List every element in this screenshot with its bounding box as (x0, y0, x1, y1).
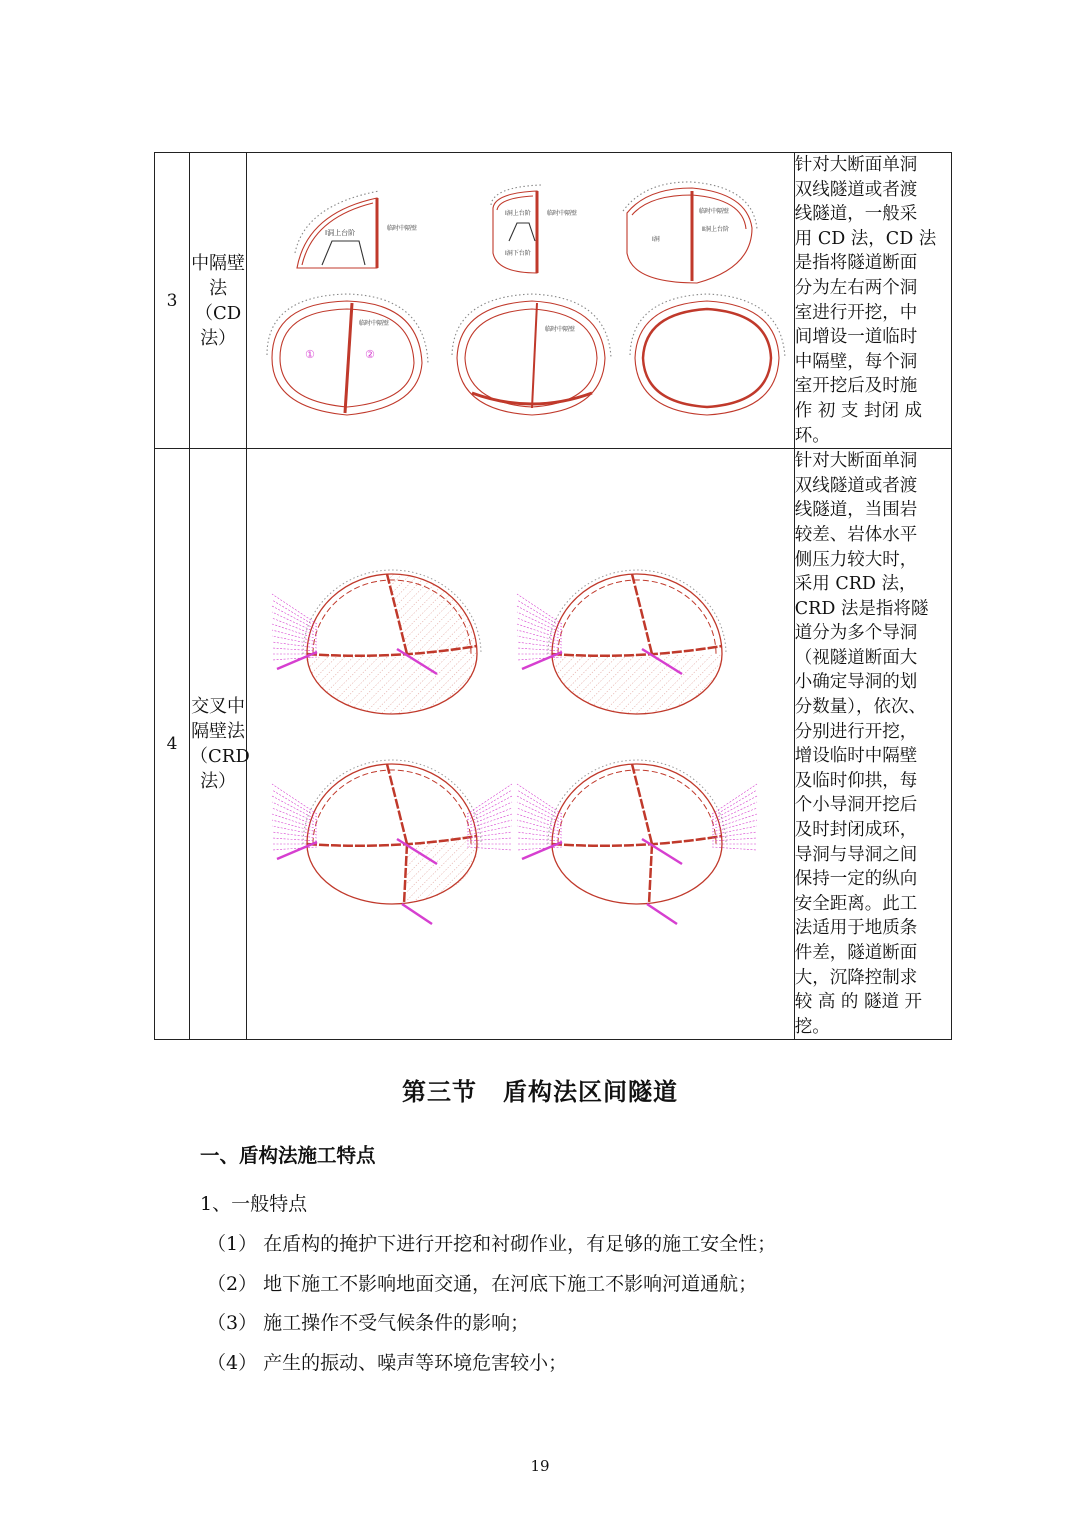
desc-line: 及时封闭成环， (794, 820, 918, 841)
method-description (794, 449, 951, 1040)
method-description (794, 153, 951, 449)
row-number: 3 (155, 153, 190, 449)
cd-step-6-diagram (630, 294, 785, 415)
label-c2: 临时中隔壁 (699, 208, 730, 216)
desc-line: 间增设一道临时 (794, 327, 918, 348)
desc-line: 大，沉降控制求 (794, 967, 918, 988)
desc-line: 法适用于地质条 (794, 918, 918, 939)
desc-line: 分别进行开挖， (794, 721, 918, 742)
method-name-line: 中隔壁 (191, 252, 246, 274)
desc-line: 中隔壁，每个洞 (794, 351, 918, 372)
label-c3: Ⅱ洞上台阶 (702, 226, 730, 234)
desc-line: 增设临时中隔壁 (794, 746, 918, 767)
crd-step-4-diagram (517, 760, 757, 924)
label-c1: Ⅰ洞 (652, 236, 660, 244)
desc-line: 挖。 (794, 1016, 830, 1037)
desc-line: 用 CD 法，CD 法 (794, 228, 937, 249)
desc-line: 双线隧道或者渡 (794, 475, 918, 496)
method-name-line: （CRD (190, 746, 250, 768)
label-d2: ② (365, 348, 375, 362)
label-b3: Ⅰ洞下台阶 (505, 250, 531, 258)
desc-line: 针对大断面单洞 (794, 155, 918, 175)
desc-line: 环。 (794, 425, 830, 446)
cd-method-diagrams (247, 153, 793, 448)
section-name: 盾构法区间隧道 (503, 1077, 678, 1106)
desc-line: 小确定导洞的划 (794, 672, 918, 693)
list-item: （3） 施工操作不受气候条件的影响； (207, 1312, 530, 1334)
method-name-line: 法 (209, 277, 228, 299)
row-number: 4 (155, 449, 190, 1040)
section-title (0, 1072, 1080, 1107)
desc-line: 保持一定的纵向 (794, 869, 918, 890)
desc-line: 双线隧道或者渡 (794, 179, 918, 200)
label-a2: 临时中隔壁 (387, 225, 418, 233)
method-name-line: （CD (194, 302, 242, 324)
construction-methods-table (154, 152, 952, 1040)
cd-step-2-diagram (491, 185, 541, 273)
desc-line: 作 初 支 封闭 成 (794, 400, 923, 421)
desc-line: 个小导洞开挖后 (794, 795, 918, 816)
desc-line: 针对大断面单洞 (794, 451, 918, 472)
desc-line: 分数量），依次、 (794, 697, 927, 718)
desc-line: 分为左右两个洞 (794, 277, 918, 298)
desc-line: 线隧道，当围岩 (794, 500, 918, 521)
cd-method-figure (247, 153, 795, 449)
desc-line: 安全距离。此工 (794, 893, 918, 914)
list-item: （1） 在盾构的掩护下进行开挖和衬砌作业，有足够的施工安全性； (207, 1233, 777, 1255)
desc-line: 件差，隧道断面 (794, 943, 918, 963)
crd-method-figure (247, 449, 795, 1040)
label-e1: 临时中隔壁 (545, 326, 576, 334)
label-d1: ① (305, 348, 315, 362)
method-name-line: 法） (200, 327, 237, 349)
list-item: （2） 地下施工不影响地面交通，在河底下施工不影响河道通航； (207, 1273, 758, 1295)
desc-line: 道分为多个导洞 (794, 623, 918, 644)
subheading: 一、盾构法施工特点 (200, 1144, 376, 1167)
page-number: 19 (530, 1457, 550, 1475)
method-name (190, 449, 250, 1040)
table-row-crd-method (155, 449, 952, 1040)
desc-line: 是指将隧道断面 (794, 253, 918, 274)
label-b2: 临时中隔壁 (547, 210, 578, 218)
desc-line: （视隧道断面大 (794, 647, 918, 668)
point-title: 1、一般特点 (200, 1193, 308, 1215)
crd-step-2-diagram (517, 570, 726, 714)
cd-step-3-diagram (623, 182, 757, 283)
desc-line: 采用 CRD 法， (794, 574, 917, 595)
desc-line: 侧压力较大时， (794, 549, 918, 570)
desc-line: 线隧道，一般采 (794, 204, 918, 225)
desc-line: 导洞与导洞之间 (794, 844, 918, 865)
desc-line: CRD 法是指将隧 (794, 598, 929, 619)
label-d3: 临时中隔壁 (359, 320, 390, 328)
method-name (190, 153, 247, 449)
section-number: 第三节 (402, 1077, 477, 1106)
desc-line: 及临时仰拱，每 (794, 770, 918, 791)
label-a1: Ⅰ洞上台阶 (325, 229, 356, 238)
label-b1: Ⅰ洞上台阶 (505, 210, 531, 218)
method-name-line: 法） (200, 771, 237, 793)
list-item: （4） 产生的振动、噪声等环境危害较小； (207, 1352, 568, 1374)
desc-line: 室进行开挖，中 (794, 302, 918, 323)
crd-method-diagrams (247, 449, 793, 1039)
desc-line: 室开挖后及时施 (794, 376, 918, 397)
method-name-line: 隔壁法 (191, 721, 246, 743)
method-name-line: 交叉中 (191, 696, 246, 718)
cd-step-4-diagram (267, 294, 428, 415)
cd-step-5-diagram (452, 294, 611, 415)
crd-step-3-diagram (272, 760, 512, 924)
crd-step-1-diagram (272, 570, 481, 714)
desc-line: 较 高 的 隧道 开 (794, 992, 923, 1013)
desc-line: 较差、岩体水平 (794, 524, 918, 545)
table-row-cd-method (155, 153, 952, 449)
